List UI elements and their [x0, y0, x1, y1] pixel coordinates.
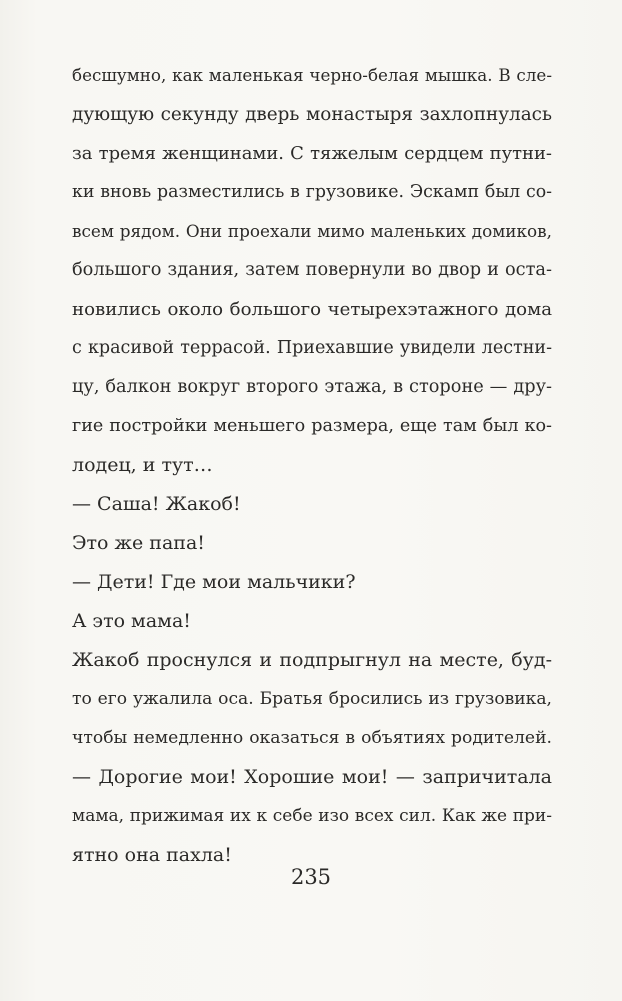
page-number: 235	[290, 865, 332, 889]
text-line: чтобы немедленно оказаться в объятиях родителей.	[72, 728, 552, 748]
text-line: с красивой террасой. Приехавшие увидели лестни-	[72, 338, 552, 358]
text-line: новились около большого четырехэтажного дома	[72, 299, 552, 320]
text-line: цу, балкон вокруг второго этажа, в стороне — дру-	[72, 377, 552, 397]
text-line: — Дети! Где мои мальчики?	[72, 571, 356, 593]
text-line: гие постройки меньшего размера, еще там был ко-	[72, 416, 552, 436]
text-line: за тремя женщинами. С тяжелым сердцем путни-	[72, 143, 552, 164]
body-text	[72, 56, 552, 875]
text-line: ки вновь разместились в грузовике. Эскамп был со-	[72, 182, 552, 202]
text-line: лодец, и тут…	[72, 454, 213, 476]
text-line: то его ужалила оса. Братья бросились из грузовика,	[72, 689, 552, 709]
text-line: дующую секунду дверь монастыря захлопнулась	[72, 104, 552, 125]
text-line: большого здания, затем повернули во двор и оста-	[72, 260, 552, 280]
text-line: ятно она пахла!	[72, 844, 232, 866]
text-line: А это мама!	[72, 610, 191, 632]
text-line: Это же папа!	[72, 532, 205, 554]
text-line: — Саша! Жакоб!	[72, 493, 241, 515]
text-line: бесшумно, как маленькая черно-белая мышка. В сле-	[72, 65, 552, 85]
text-line: мама, прижимая их к себе изо всех сил. Как же при-	[72, 806, 552, 826]
text-line: — Дорогие мои! Хорошие мои! — запричитала	[72, 766, 552, 788]
text-line: всем рядом. Они проехали мимо маленьких домиков,	[72, 221, 552, 241]
text-line: Жакоб проснулся и подпрыгнул на месте, буд-	[72, 649, 552, 671]
